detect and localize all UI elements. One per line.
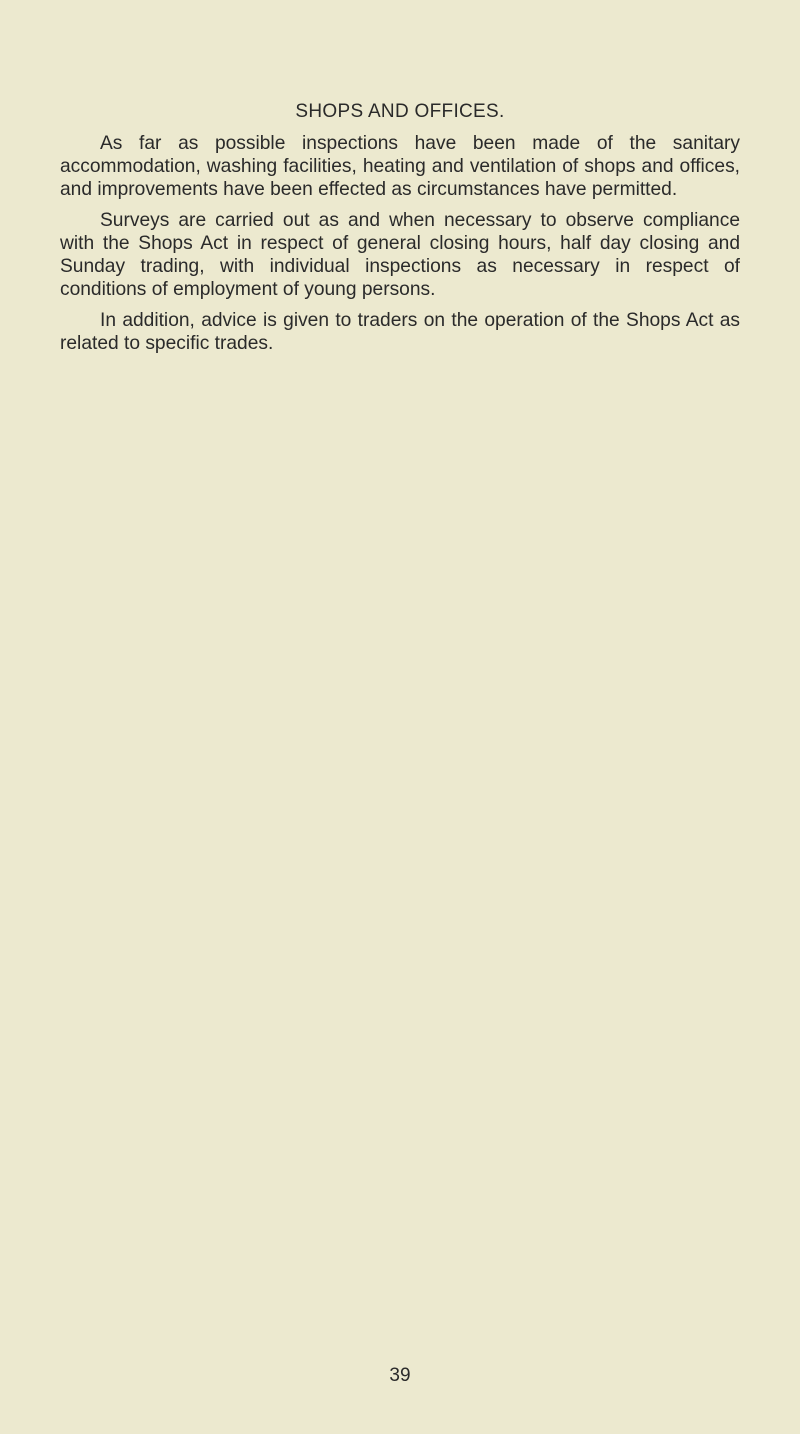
body-text bbox=[60, 132, 740, 363]
paragraph-shops-act-surveys: Surveys are carried out as and when necessary to observe compliance with the Shops Act in respect of general closing hours, half day closing and Sunday trading, with individual inspections as necessary in respect of conditions of employment of young persons. bbox=[60, 210, 740, 300]
paragraph-sanitary-inspections: As far as possible inspections have been made of the sanitary accommodation, washing facilities, heating and ventilation of shops and offices, and improvements have been effected as circumstances have permitted. bbox=[60, 133, 740, 200]
paragraph-trader-advice: In addition, advice is given to traders on the operation of the Shops Act as related to specific trades. bbox=[60, 310, 740, 354]
page-number: 39 bbox=[389, 1365, 411, 1386]
section-title: SHOPS AND OFFICES. bbox=[295, 100, 505, 122]
